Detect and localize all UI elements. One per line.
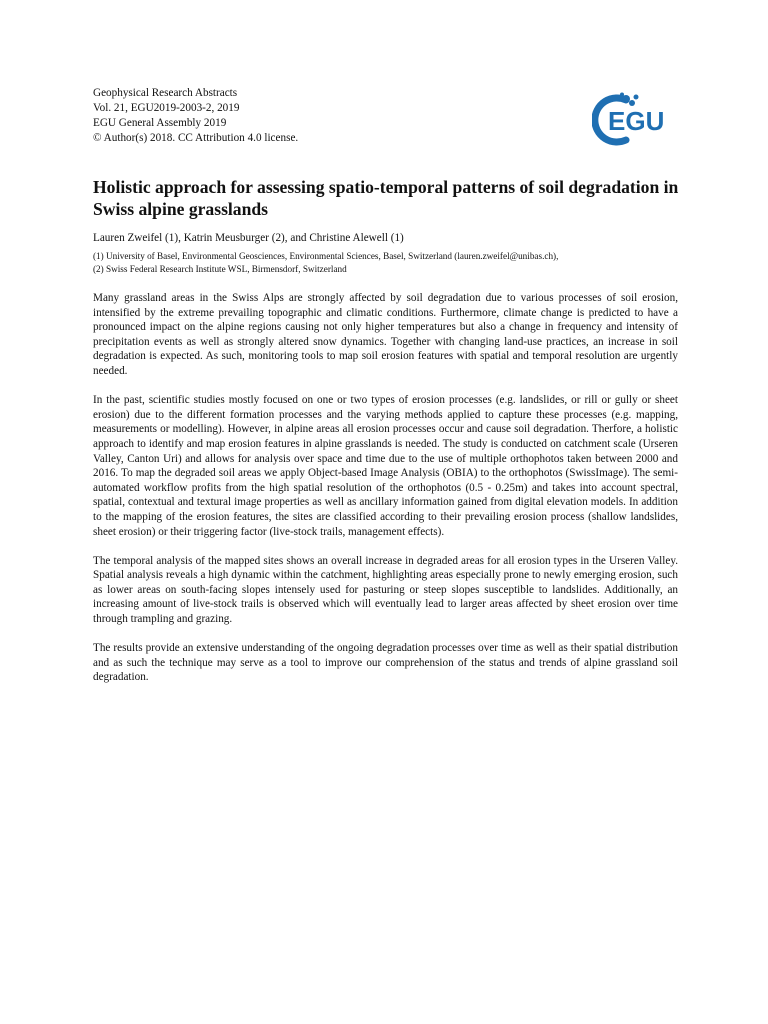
author-list: Lauren Zweifel (1), Katrin Meusburger (2), and Christine Alewell (1) (93, 232, 404, 244)
abstract-paragraph-4: The results provide an extensive understanding of the ongoing degradation processes over time as well as their spatial distribution and as such the technique may serve as a tool to improve our comprehension of the status and trends of alpine grassland soil degradation. (93, 642, 678, 684)
abstract-body (93, 291, 678, 700)
abstract-paragraph-3: The temporal analysis of the mapped sites shows an overall increase in degraded areas for all erosion types in the Urseren Valley. Spatial analysis reveals a high dynamic within the catchment, highlighting areas especially prone to newly emerging erosion, such as lower areas on south-facing slopes intensely used for pasturing or steep slopes susceptible to landslides. Additionally, an increasing amount of live-stock trails is observed which will eventually lead to larger areas affected by sheet erosion over time through trampling and grazing. (93, 554, 678, 626)
assembly-info: EGU General Assembly 2019 (93, 117, 227, 129)
journal-name: Geophysical Research Abstracts (93, 87, 238, 99)
affiliation-2: (2) Swiss Federal Research Institute WSL, Birmensdorf, Switzerland (93, 264, 347, 274)
volume-info: Vol. 21, EGU2019-2003-2, 2019 (93, 102, 240, 114)
abstract-paragraph-1: Many grassland areas in the Swiss Alps are strongly affected by soil degradation due to various processes of soil erosion, intensified by the extreme prevailing topographic and climatic conditions. Furthermore, climate change is predicted to have a pronounced impact on the alpine regions causing not only higher temperatures but also a change in frequency and intensity of precipitation events as well as strongly altered snow dynamics. Together with changing land-use practices, an increase in soil degradation is expected. As such, monitoring tools to map soil erosion features with spatial and temporal resolution are urgently needed. (93, 292, 678, 377)
abstract-paragraph-2: In the past, scientific studies mostly focused on one or two types of erosion processes (e.g. landslides, or rill or gully or sheet erosion) due to the different formation processes and the varying methods applied to capture these processes (e.g. mapping, measurements or modelling). However, in alpine areas all erosion processes occur and cause soil degradation. Therfore, a holistic approach to identify and map erosion features in alpine grasslands is needed. The study is conducted on catchment scale (Urseren Valley, Canton Uri) and allows for analysis over space and time due to the use of multiple orthophotos taken between 2000 and 2016. To map the degraded soil areas we apply Object-based Image Analysis (OBIA) to the orthophotos (SwissImage). The semi-automated workflow profits from the high spatial resolution of the orthophotos (0.5 - 0.25m) and takes into account spectral, spatial, contextual and textural image properties as well as ancillary information gained from digital elevation models. In addition to the mapping of the erosion features, the sites are classified according to their prevailing erosion process (shallow landslides, sheet erosion) or their triggering factor (live-stock trails, management effects). (93, 394, 678, 538)
paper-title: Holistic approach for assessing spatio-temporal patterns of soil degradation in Swiss alpine grasslands (93, 177, 679, 219)
affiliations (93, 250, 558, 276)
journal-header (93, 86, 298, 146)
egu-logo (592, 92, 688, 148)
affiliation-1: (1) University of Basel, Environmental Geosciences, Environmental Sciences, Basel, Switzerland (lauren.zweifel@unibas.ch), (93, 251, 559, 261)
egu-logo-text: EGU (608, 106, 665, 136)
license-info: © Author(s) 2018. CC Attribution 4.0 license. (93, 132, 299, 144)
